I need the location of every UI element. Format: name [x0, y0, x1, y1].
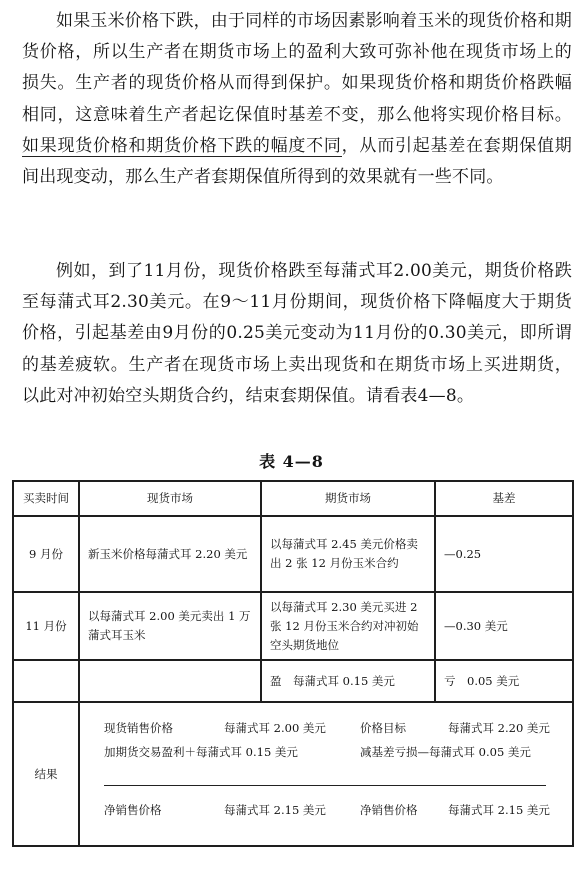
- header-time: 买卖时间: [13, 481, 79, 516]
- cell-empty: [79, 660, 261, 702]
- cell-basis: —0.30 美元: [435, 592, 573, 660]
- result-text: 减基差亏损—每蒲式耳 0.05 美元: [360, 745, 531, 759]
- cell-spot: 以每蒲式耳 2.00 美元卖出 1 万蒲式耳玉米: [79, 592, 261, 660]
- result-text: 加期货交易盈利＋每蒲式耳 0.15 美元: [104, 745, 298, 759]
- header-spot-market: 现货市场: [79, 481, 261, 516]
- cell-futures: 以每蒲式耳 2.45 美元价格卖出 2 张 12 月份玉米合约: [261, 516, 435, 592]
- cell-time: 11 月份: [13, 592, 79, 660]
- paragraph-1-part-c: ，从而引起基差在套期保值期间出现变动，那么生产者套期保值所得到的效果就有一些不同。: [22, 135, 572, 188]
- header-basis: 基差: [435, 481, 573, 516]
- cell-basis: —0.25: [435, 516, 573, 592]
- table-row: [13, 516, 573, 592]
- cell-time: 9 月份: [13, 516, 79, 592]
- table-caption: 表 4—8: [259, 452, 324, 471]
- cell-basis-loss: 亏 0.05 美元: [435, 660, 573, 702]
- result-text: 现货销售价格: [104, 721, 173, 735]
- result-text: 每蒲式耳 2.15 美元: [224, 803, 326, 817]
- result-line-1: [104, 719, 554, 738]
- cell-futures-profit: 盈 每蒲式耳 0.15 美元: [261, 660, 435, 702]
- table-row-profit: [13, 660, 573, 702]
- cell-spot: 新玉米价格每蒲式耳 2.20 美元: [79, 516, 261, 592]
- paragraph-1: [22, 6, 572, 193]
- divider: [104, 785, 546, 786]
- hedging-table: [12, 480, 574, 847]
- underlined-phrase: 如果现货价格和期货价格下跌的幅度不同: [22, 135, 342, 156]
- result-text: 每蒲式耳 2.20 美元: [448, 721, 550, 735]
- result-text: 净销售价格: [360, 803, 418, 817]
- table-header-row: [13, 481, 573, 516]
- cell-result-label: 结果: [13, 702, 79, 846]
- result-text: 每蒲式耳 2.15 美元: [448, 803, 550, 817]
- result-line-3: [104, 801, 554, 820]
- result-text: 每蒲式耳 2.00 美元: [224, 721, 326, 735]
- result-text: 净销售价格: [104, 803, 162, 817]
- paragraph-1-part-a: 如果玉米价格下跌，由于同样的市场因素影响着玉米的现货价格和期货价格，所以生产者在期货市场上的盈利大致可弥补他在现货市场上的损失。生产者的现货价格从而得到保护。如果现货价格和期货价格跌幅相同，这意味着生产者起讫保值时基差不变，那么他将实现价格目标。: [22, 11, 572, 125]
- paragraph-2: 例如，到了11月份，现货价格跌至每蒲式耳2.00美元，期货价格跌至每蒲式耳2.30美元。在9～11月份期间，现货价格下降幅度大于期货价格，引起基差由9月份的0.25美元变动为11月份的0.30美元，即所谓的基差疲软。生产者在现货市场上卖出现货和在期货市场上买进期货，以此对冲初始空头期货合约，结束套期保值。请看表4—8。: [22, 261, 572, 406]
- result-text: 价格目标: [360, 721, 406, 735]
- cell-result-body: [79, 702, 573, 846]
- cell-futures: 以每蒲式耳 2.30 美元买进 2 张 12 月份玉米合约对冲初始空头期货地位: [261, 592, 435, 660]
- header-futures-market: 期货市场: [261, 481, 435, 516]
- table-row: [13, 592, 573, 660]
- cell-empty: [13, 660, 79, 702]
- table-row-result: [13, 702, 573, 846]
- result-line-2: [104, 743, 554, 762]
